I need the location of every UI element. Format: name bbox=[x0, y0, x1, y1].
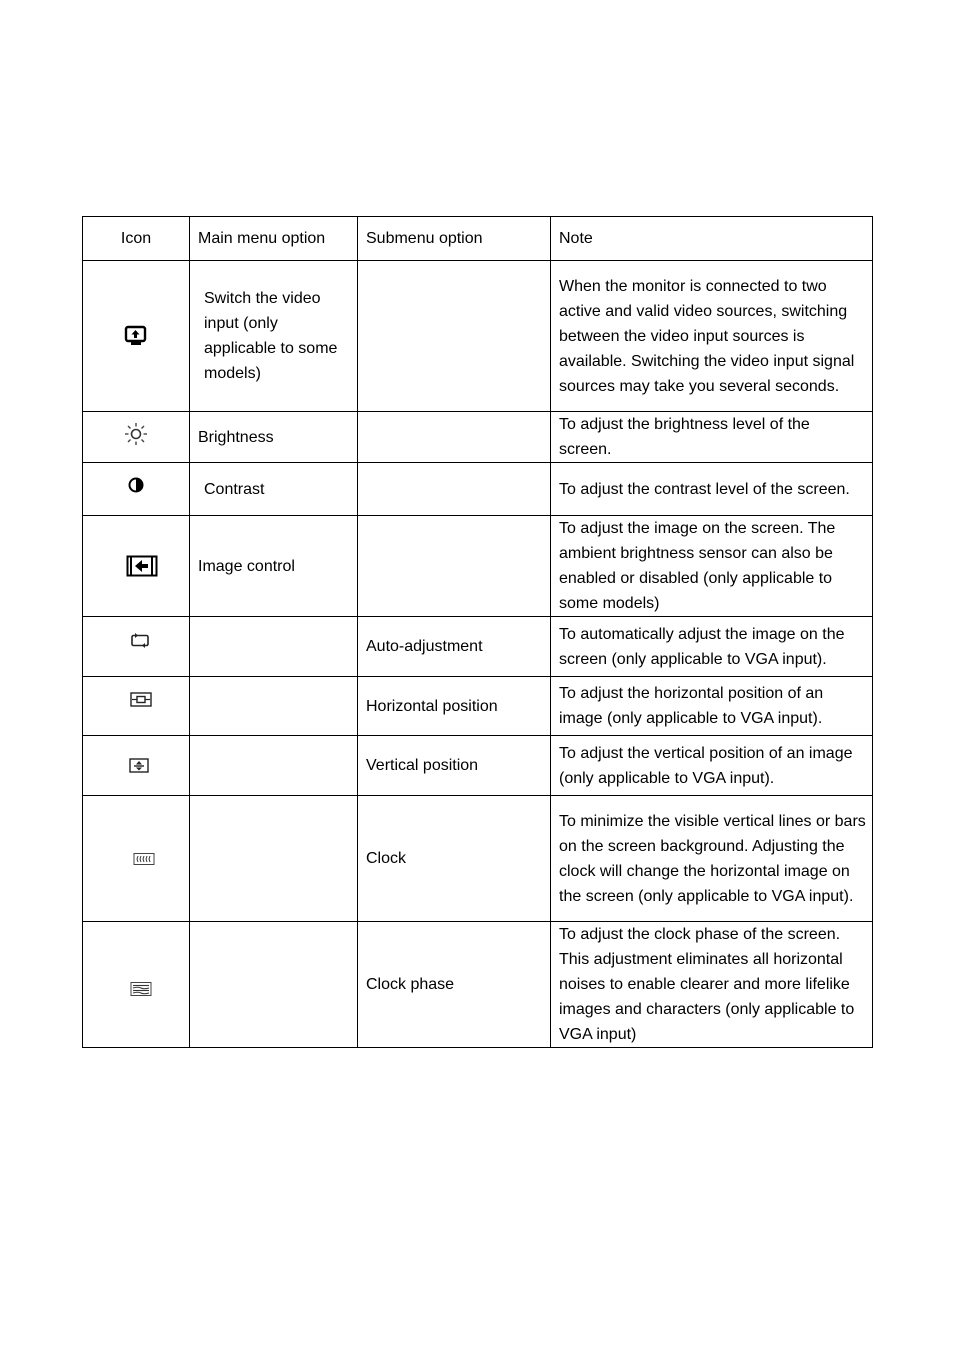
submenu-option: Clock phase bbox=[358, 922, 551, 1048]
main-menu-option: Image control bbox=[190, 516, 358, 617]
icon-cell bbox=[83, 617, 190, 677]
note: To minimize the visible vertical lines or bars on the screen background. Adjusting the clock will change the horizontal image on the screen (only applicable to VGA input). bbox=[551, 796, 873, 922]
osd-menu-table bbox=[82, 216, 873, 1048]
submenu-option bbox=[358, 516, 551, 617]
note: To adjust the vertical position of an image (only applicable to VGA input). bbox=[551, 736, 873, 796]
icon-cell bbox=[83, 677, 190, 736]
table-row bbox=[83, 412, 873, 463]
main-menu-option: Brightness bbox=[190, 412, 358, 463]
submenu-option bbox=[358, 412, 551, 463]
clock-phase-icon bbox=[130, 981, 152, 997]
table-row bbox=[83, 736, 873, 796]
icon-cell bbox=[83, 736, 190, 796]
table-row bbox=[83, 922, 873, 1048]
table-header-row bbox=[83, 217, 873, 261]
submenu-option: Clock bbox=[358, 796, 551, 922]
header-note: Note bbox=[551, 217, 873, 261]
main-menu-option: Contrast bbox=[190, 463, 358, 516]
note: When the monitor is connected to two active and valid video sources, switching between the video input sources is available. Switching the video input signal sources may take you several seconds. bbox=[551, 261, 873, 412]
vertical-position-icon bbox=[128, 757, 150, 775]
icon-cell bbox=[83, 463, 190, 516]
main-menu-option bbox=[190, 736, 358, 796]
icon-cell bbox=[83, 516, 190, 617]
submenu-option: Auto-adjustment bbox=[358, 617, 551, 677]
icon-cell bbox=[83, 261, 190, 412]
table-row bbox=[83, 261, 873, 412]
contrast-icon bbox=[127, 476, 145, 494]
submenu-option bbox=[358, 261, 551, 412]
main-menu-option bbox=[190, 796, 358, 922]
brightness-icon bbox=[124, 422, 148, 446]
note: To adjust the image on the screen. The ambient brightness sensor can also be enabled or disabled (only applicable to some models) bbox=[551, 516, 873, 617]
submenu-option bbox=[358, 463, 551, 516]
note: To adjust the clock phase of the screen. This adjustment eliminates all horizontal noises to enable clearer and more lifelike images and characters (only applicable to VGA input) bbox=[551, 922, 873, 1048]
clock-icon bbox=[133, 852, 155, 866]
main-menu-option: Switch the video input (only applicable to some models) bbox=[190, 261, 358, 412]
horizontal-position-icon bbox=[129, 691, 153, 709]
table-row bbox=[83, 516, 873, 617]
auto-adjust-icon bbox=[129, 632, 151, 650]
note: To adjust the brightness level of the screen. bbox=[551, 412, 873, 463]
image-control-icon bbox=[126, 555, 158, 577]
header-icon: Icon bbox=[83, 217, 190, 261]
main-menu-option bbox=[190, 677, 358, 736]
table-row bbox=[83, 617, 873, 677]
main-menu-option bbox=[190, 617, 358, 677]
table-row bbox=[83, 677, 873, 736]
submenu-option: Vertical position bbox=[358, 736, 551, 796]
table-row bbox=[83, 796, 873, 922]
header-main-menu-option: Main menu option bbox=[190, 217, 358, 261]
note: To automatically adjust the image on the screen (only applicable to VGA input). bbox=[551, 617, 873, 677]
header-submenu-option: Submenu option bbox=[358, 217, 551, 261]
main-menu-option bbox=[190, 922, 358, 1048]
submenu-option: Horizontal position bbox=[358, 677, 551, 736]
icon-cell bbox=[83, 796, 190, 922]
table-row bbox=[83, 463, 873, 516]
icon-cell bbox=[83, 412, 190, 463]
input-switch-icon bbox=[124, 325, 148, 347]
icon-cell bbox=[83, 922, 190, 1048]
note: To adjust the horizontal position of an image (only applicable to VGA input). bbox=[551, 677, 873, 736]
note: To adjust the contrast level of the screen. bbox=[551, 463, 873, 516]
